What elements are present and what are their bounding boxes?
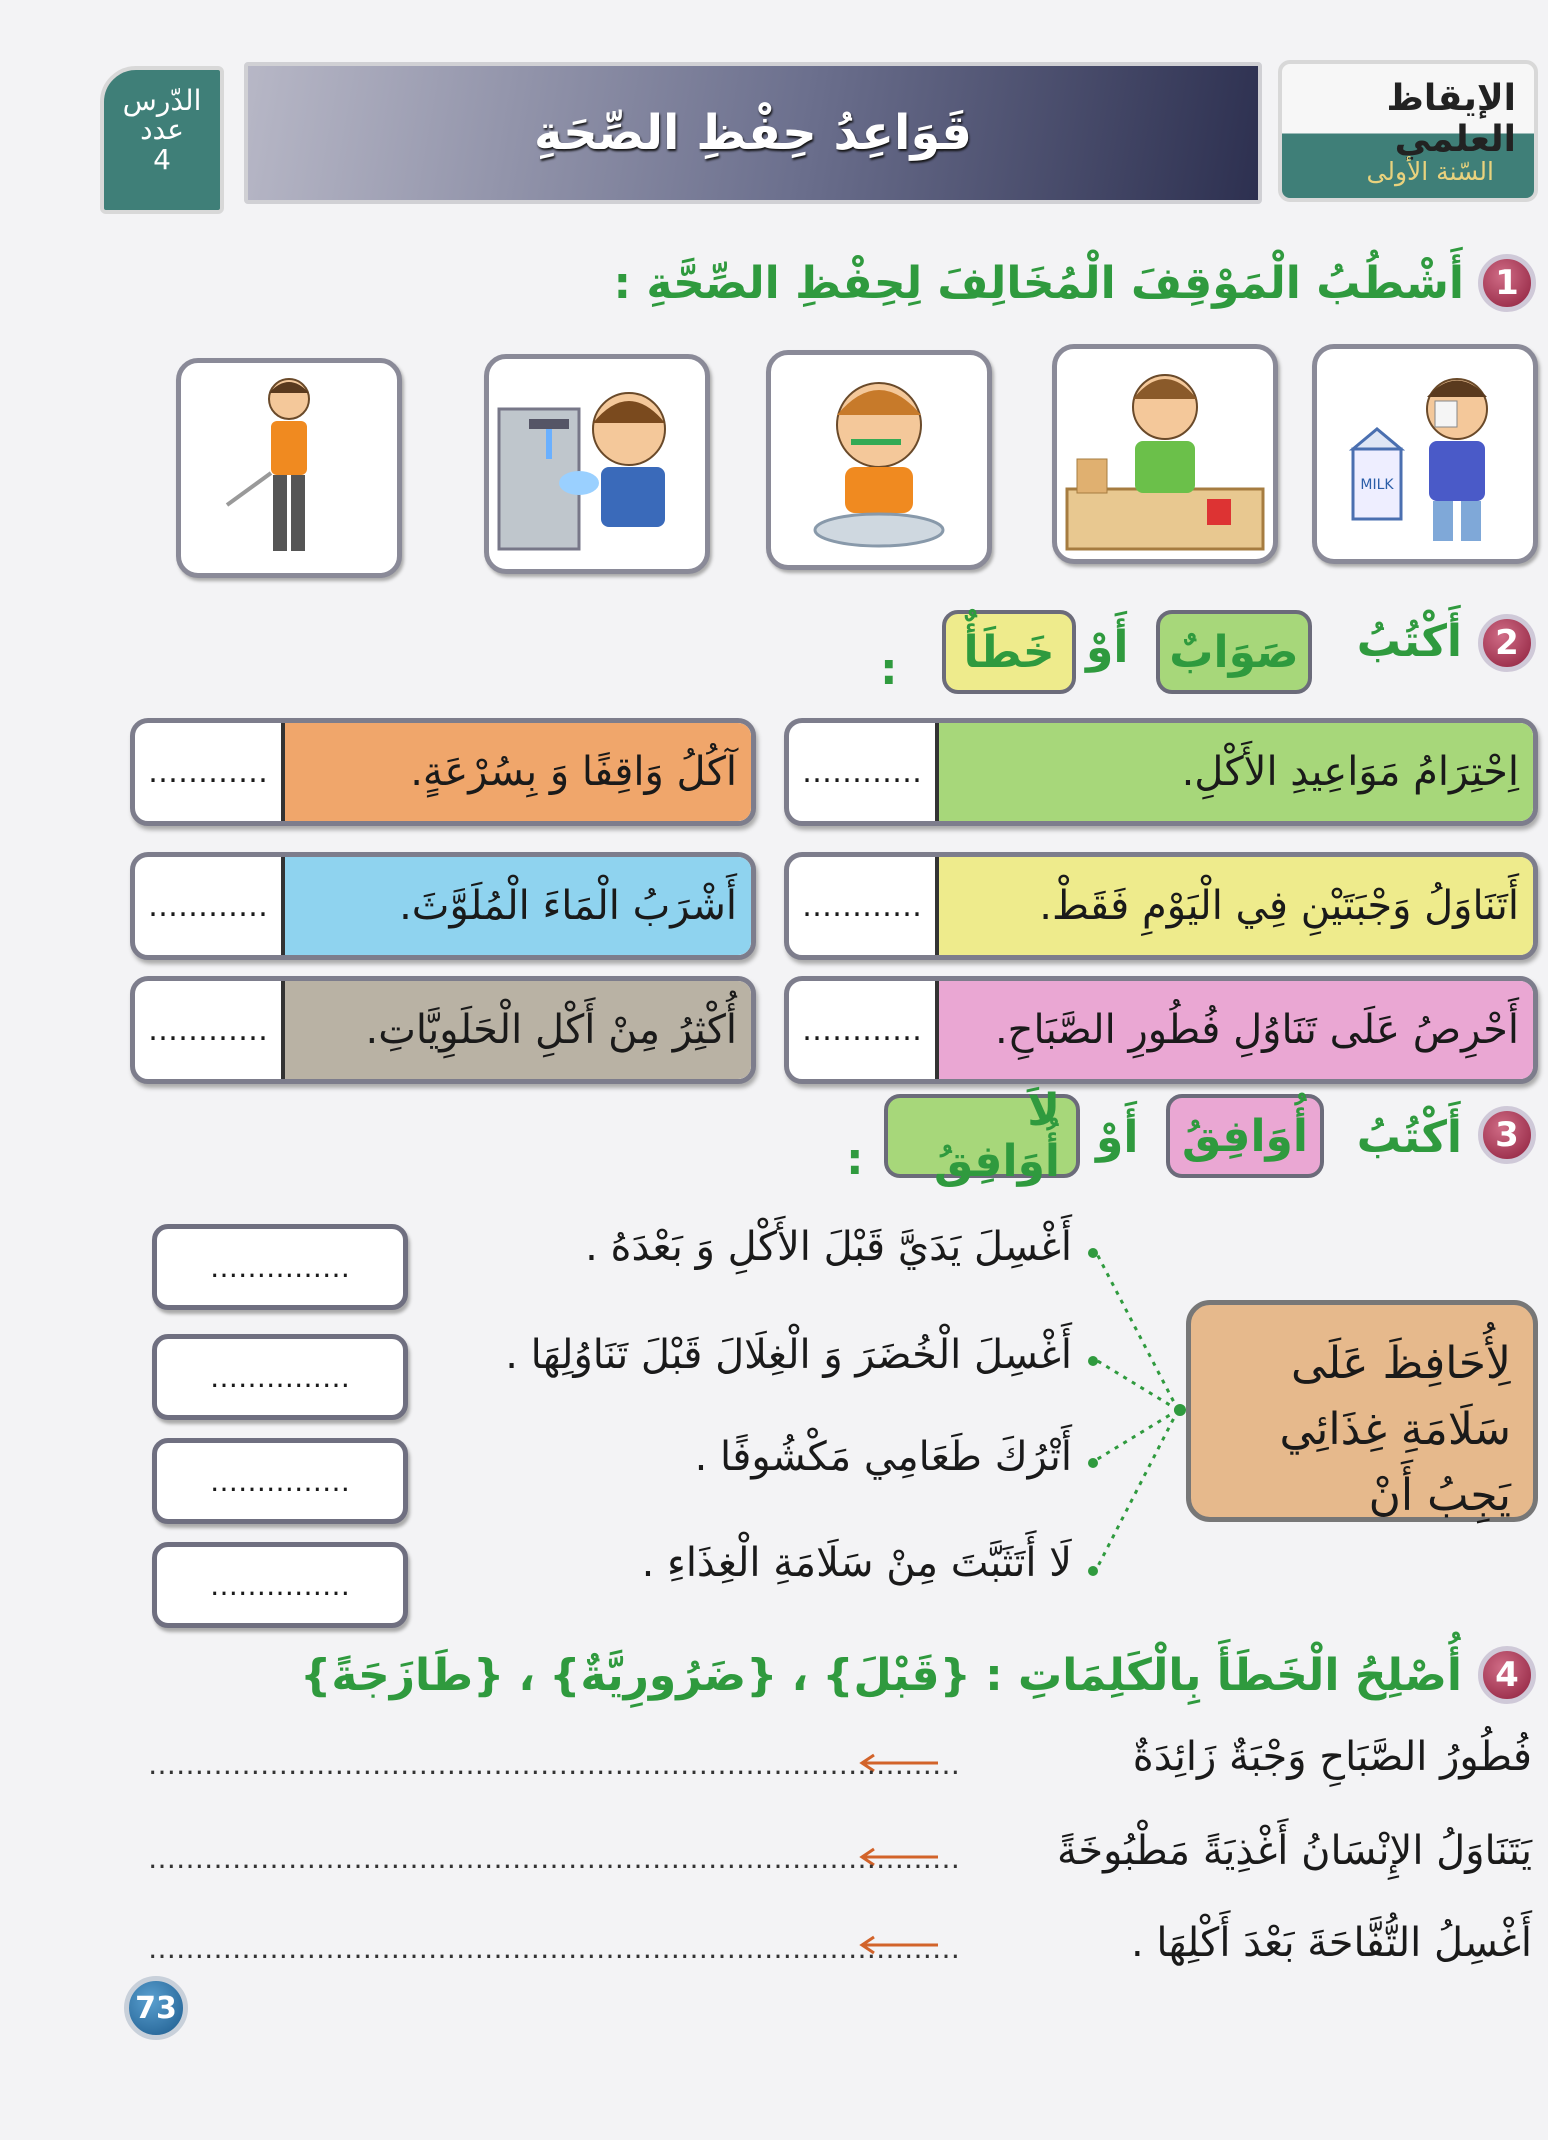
section-2-number: 2	[1478, 614, 1536, 672]
statement-text: أَتَنَاوَلُ وَجْبَتَيْنِ فِي الْيَوْمِ فَقَطْ.	[935, 857, 1533, 955]
lesson-label: الدّرس	[122, 84, 202, 117]
picture-sandbox[interactable]	[1052, 344, 1278, 564]
statement-text: اِحْتِرَامُ مَوَاعِيدِ الأَكْلِ.	[935, 723, 1533, 821]
boy-washing-hands-icon	[489, 359, 705, 569]
word-bank-item: {طَازَجَةً}	[300, 1650, 505, 1701]
statement-text: أَشْرَبُ الْمَاءَ الْمُلَوَّثَ.	[281, 857, 751, 955]
number-label: عدد	[140, 113, 184, 147]
answer-line[interactable]: ……………………………………………………………………………	[148, 1842, 960, 1875]
boy-drinking-milk-icon	[1317, 349, 1533, 559]
wrong-sentence: يَتَنَاوَلُ الإِنْسَانُ أَغْذِيَةً مَطْبُوخَةً	[1056, 1828, 1532, 1874]
svg-text:MILK: MILK	[1360, 477, 1394, 493]
or-label: أَوْ	[1086, 622, 1129, 673]
option-wrong: خَطَأٌ	[942, 610, 1076, 694]
bullet	[1088, 1566, 1098, 1576]
statement-row	[784, 852, 1538, 960]
answer-field[interactable]: …………	[148, 1012, 268, 1048]
agree-item: أَغْسِلَ الْخُضَرَ وَ الْغِلَالَ قَبْلَ تَنَاوُلِهَا .	[505, 1332, 1072, 1378]
wrong-sentence: فُطُورُ الصَّبَاحِ وَجْبَةٌ زَائِدَةٌ	[1132, 1734, 1532, 1780]
bullet	[1088, 1248, 1098, 1258]
wrong-sentence: أَغْسِلُ التُّفَّاحَةَ بَعْدَ أَكْلِهَا .	[1131, 1920, 1532, 1966]
word-bank-item: {ضَرُورِيَّةٌ}	[549, 1650, 778, 1701]
answer-field[interactable]: …………	[802, 888, 922, 924]
lesson-badge	[100, 66, 224, 214]
agree-item: أَغْسِلَ يَدَيَّ قَبْلَ الأَكْلِ وَ بَعْدَهُ .	[585, 1224, 1072, 1270]
statement-row	[130, 852, 756, 960]
section-2-instruction: أَكْتُبُ	[1356, 616, 1462, 667]
bullet	[1088, 1458, 1098, 1468]
picture-washing-hands[interactable]	[484, 354, 710, 574]
statement-text: أُكْثِرُ مِنْ أَكْلِ الْحَلَوِيَّاتِ.	[281, 981, 751, 1079]
section-1-instruction: أَشْطُبُ الْمَوْقِفَ الْمُخَالِفَ لِحِفْظِ الصِّحَّةِ :	[613, 258, 1464, 309]
statement-row	[130, 976, 756, 1084]
page-title-banner	[244, 62, 1262, 204]
year-label: السّنة الأولى	[1366, 157, 1494, 186]
agree-answer-field[interactable]: ……………	[152, 1224, 408, 1310]
page-title: قَوَاعِدُ حِفْظِ الصِّحَةِ	[534, 105, 972, 161]
subject-label: الإيقاظ العلمي	[1386, 78, 1516, 160]
bullet	[1088, 1356, 1098, 1366]
word-separator: ،	[791, 1650, 809, 1701]
colon: :	[880, 644, 898, 695]
answer-line[interactable]: ……………………………………………………………………………	[148, 1748, 960, 1781]
section-1-number: 1	[1478, 254, 1536, 312]
picture-drinking-milk[interactable]	[1312, 344, 1538, 564]
statement-text: أَحْرِصُ عَلَى تَنَاوُلِ فُطُورِ الصَّبَاحِ.	[935, 981, 1533, 1079]
picture-boy-with-knife[interactable]	[176, 358, 402, 578]
answer-field[interactable]: …………	[148, 754, 268, 790]
boy-with-knife-icon	[181, 363, 397, 573]
statement-row	[130, 718, 756, 826]
section-3-number: 3	[1478, 1106, 1536, 1164]
statement-text: آكُلُ وَاقِفًا وَ بِسُرْعَةٍ.	[281, 723, 751, 821]
agree-answer-field[interactable]: ……………	[152, 1334, 408, 1420]
option-agree: أُوَافِقُ	[1166, 1094, 1324, 1178]
answer-field[interactable]: …………	[802, 754, 922, 790]
answer-line[interactable]: ……………………………………………………………………………	[148, 1932, 960, 1965]
boy-in-sandbox-icon	[1057, 349, 1273, 559]
word-separator: ،	[518, 1650, 536, 1701]
colon: :	[846, 1134, 864, 1185]
option-disagree: لاَ أُوَافِقُ	[884, 1094, 1080, 1178]
lesson-number: 4	[153, 142, 171, 176]
agree-answer-field[interactable]: ……………	[152, 1542, 408, 1628]
option-correct: صَوَابٌ	[1156, 610, 1312, 694]
answer-field[interactable]: …………	[802, 1012, 922, 1048]
word-bank	[300, 1650, 971, 1701]
word-bank-item: {قَبْلَ}	[822, 1650, 971, 1701]
section-3-instruction: أَكْتُبُ	[1356, 1112, 1462, 1163]
agree-item: لَا أَتَثَبَّتَ مِنْ سَلَامَةِ الْغِذَاءِ .	[641, 1540, 1072, 1586]
connector-lines	[1080, 1240, 1200, 1590]
boy-brushing-teeth-icon	[771, 355, 987, 565]
section-4-instruction: أُصْلِحُ الْخَطَأَ بِالْكَلِمَاتِ :	[985, 1650, 1462, 1701]
agree-item: أَتْرُكَ طَعَامِي مَكْشُوفًا .	[694, 1434, 1072, 1480]
answer-field[interactable]: …………	[148, 888, 268, 924]
section-4-number: 4	[1478, 1646, 1536, 1704]
subject-badge	[1278, 60, 1538, 202]
agree-answer-field[interactable]: ……………	[152, 1438, 408, 1524]
or-label: أَوْ	[1096, 1112, 1139, 1163]
page-number: 73	[124, 1976, 188, 2040]
picture-brushing-teeth[interactable]	[766, 350, 992, 570]
condition-box: لِأُحَافِظَ عَلَى سَلَامَةِ غِذَائِي يَجِبُ أَنْ	[1186, 1300, 1538, 1522]
statement-row	[784, 976, 1538, 1084]
statement-row	[784, 718, 1538, 826]
